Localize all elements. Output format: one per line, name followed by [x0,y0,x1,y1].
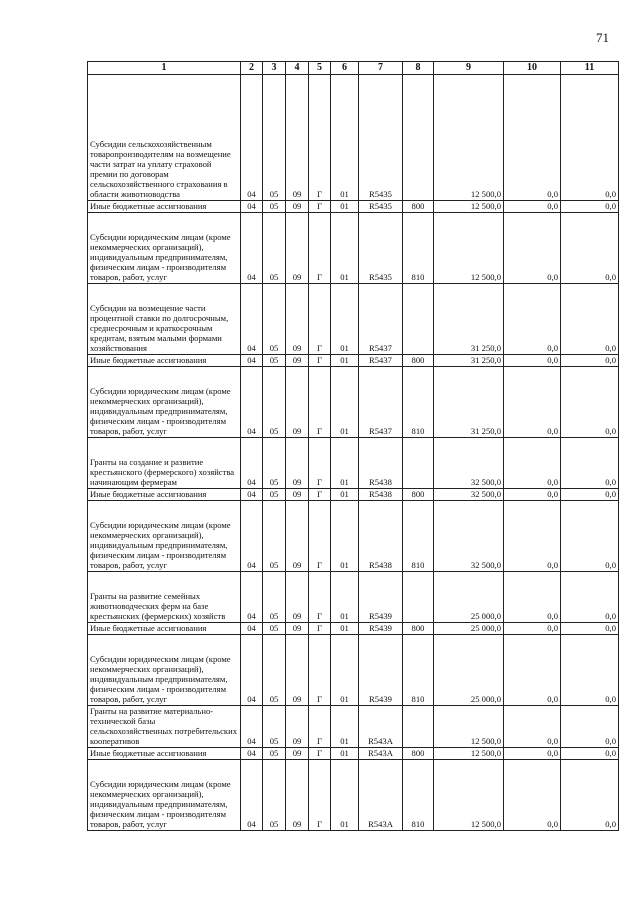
section-cell: 04 [241,760,263,831]
expense-type-cell: 810 [403,760,434,831]
amount-2-cell: 0,0 [504,284,561,355]
col-header: 3 [263,62,286,75]
expense-type-cell: 810 [403,501,434,572]
amount-cell: 31 250,0 [434,284,504,355]
target-article-cell: R5435 [359,201,403,213]
subprogram-cell: Г [309,489,331,501]
expense-type-cell [403,572,434,623]
amount-3-cell: 0,0 [561,635,619,706]
section-cell: 04 [241,501,263,572]
table-row [88,284,619,355]
header-row [88,62,619,75]
col-header: 8 [403,62,434,75]
target-article-cell: R5438 [359,501,403,572]
event-cell: 01 [331,284,359,355]
col-header: 7 [359,62,403,75]
subsection-cell: 05 [263,489,286,501]
target-article-cell: R5439 [359,635,403,706]
event-cell: 01 [331,623,359,635]
amount-2-cell: 0,0 [504,623,561,635]
table-row [88,760,619,831]
subsection-cell: 05 [263,438,286,489]
table-row [88,75,619,201]
target-article-cell: R5435 [359,75,403,201]
row-name-cell: Субсидии юридическим лицам (кроме некоммерческих организаций), индивидуальным предпринимателям, физическим лицам - производителям товаров, работ, услуг [88,501,241,572]
subprogram-cell: Г [309,760,331,831]
section-cell: 04 [241,572,263,623]
event-cell: 01 [331,75,359,201]
section-cell: 04 [241,489,263,501]
event-cell: 01 [331,201,359,213]
event-cell: 01 [331,635,359,706]
subprogram-cell: Г [309,213,331,284]
table-row [88,623,619,635]
event-cell: 01 [331,489,359,501]
amount-cell: 32 500,0 [434,438,504,489]
target-article-cell: R5439 [359,623,403,635]
budget-table [87,61,619,831]
amount-cell: 25 000,0 [434,572,504,623]
row-name-cell: Субсидии юридическим лицам (кроме некоммерческих организаций), индивидуальным предпринимателям, физическим лицам - производителям товаров, работ, услуг [88,760,241,831]
amount-2-cell: 0,0 [504,213,561,284]
subprogram-cell: Г [309,501,331,572]
subsection-cell: 05 [263,355,286,367]
row-name-cell: Гранты на развитие материально-технической базы сельскохозяйственных потребительских кооперативов [88,706,241,748]
section-cell: 04 [241,75,263,201]
expense-type-cell: 810 [403,635,434,706]
section-cell: 04 [241,355,263,367]
section-cell: 04 [241,213,263,284]
target-article-cell: R5438 [359,489,403,501]
subprogram-cell: Г [309,284,331,355]
event-cell: 01 [331,438,359,489]
target-article-cell: R5438 [359,438,403,489]
amount-3-cell: 0,0 [561,760,619,831]
subprogram-cell: Г [309,355,331,367]
program-cell: 09 [286,748,309,760]
section-cell: 04 [241,748,263,760]
target-article-cell: R5439 [359,572,403,623]
table-row [88,748,619,760]
table-row [88,572,619,623]
row-name-cell: Гранты на создание и развитие крестьянского (фермерского) хозяйства начинающим фермерам [88,438,241,489]
col-header: 5 [309,62,331,75]
table-body [88,75,619,831]
target-article-cell: R5437 [359,355,403,367]
subprogram-cell: Г [309,748,331,760]
amount-cell: 12 500,0 [434,748,504,760]
amount-2-cell: 0,0 [504,760,561,831]
amount-cell: 32 500,0 [434,489,504,501]
target-article-cell: R5437 [359,367,403,438]
amount-2-cell: 0,0 [504,489,561,501]
amount-3-cell: 0,0 [561,201,619,213]
program-cell: 09 [286,706,309,748]
program-cell: 09 [286,355,309,367]
table-row [88,367,619,438]
subprogram-cell: Г [309,75,331,201]
event-cell: 01 [331,501,359,572]
amount-3-cell: 0,0 [561,489,619,501]
expense-type-cell [403,706,434,748]
target-article-cell: R543А [359,748,403,760]
col-header: 6 [331,62,359,75]
row-name-cell: Иные бюджетные ассигнования [88,355,241,367]
expense-type-cell [403,438,434,489]
table-row [88,438,619,489]
section-cell: 04 [241,201,263,213]
subprogram-cell: Г [309,367,331,438]
expense-type-cell [403,284,434,355]
amount-cell: 25 000,0 [434,635,504,706]
subsection-cell: 05 [263,75,286,201]
row-name-cell: Иные бюджетные ассигнования [88,201,241,213]
event-cell: 01 [331,706,359,748]
row-name-cell: Субсидии юридическим лицам (кроме некоммерческих организаций), индивидуальным предпринимателям, физическим лицам - производителям товаров, работ, услуг [88,213,241,284]
target-article-cell: R543А [359,760,403,831]
program-cell: 09 [286,213,309,284]
table-row [88,213,619,284]
program-cell: 09 [286,284,309,355]
subsection-cell: 05 [263,623,286,635]
expense-type-cell: 800 [403,623,434,635]
amount-2-cell: 0,0 [504,572,561,623]
amount-3-cell: 0,0 [561,284,619,355]
subsection-cell: 05 [263,635,286,706]
row-name-cell: Иные бюджетные ассигнования [88,623,241,635]
program-cell: 09 [286,201,309,213]
program-cell: 09 [286,501,309,572]
section-cell: 04 [241,438,263,489]
subprogram-cell: Г [309,706,331,748]
program-cell: 09 [286,489,309,501]
row-name-cell: Субсидии юридическим лицам (кроме некоммерческих организаций), индивидуальным предпринимателям, физическим лицам - производителям товаров, работ, услуг [88,635,241,706]
amount-2-cell: 0,0 [504,438,561,489]
amount-3-cell: 0,0 [561,748,619,760]
row-name-cell: Субсидии сельскохозяйственным товаропроизводителям на возмещение части затрат на уплату страховой премии по договорам сельскохозяйственного страхования в области животноводства [88,75,241,201]
event-cell: 01 [331,355,359,367]
expense-type-cell: 810 [403,367,434,438]
amount-cell: 25 000,0 [434,623,504,635]
subprogram-cell: Г [309,572,331,623]
amount-cell: 12 500,0 [434,201,504,213]
subsection-cell: 05 [263,201,286,213]
expense-type-cell: 800 [403,355,434,367]
col-header: 2 [241,62,263,75]
col-header: 4 [286,62,309,75]
amount-cell: 12 500,0 [434,760,504,831]
amount-2-cell: 0,0 [504,201,561,213]
row-name-cell: Субсидии юридическим лицам (кроме некоммерческих организаций), индивидуальным предпринимателям, физическим лицам - производителям товаров, работ, услуг [88,367,241,438]
subprogram-cell: Г [309,438,331,489]
section-cell: 04 [241,635,263,706]
col-header: 1 [88,62,241,75]
program-cell: 09 [286,760,309,831]
amount-3-cell: 0,0 [561,75,619,201]
event-cell: 01 [331,213,359,284]
amount-2-cell: 0,0 [504,75,561,201]
subsection-cell: 05 [263,284,286,355]
amount-2-cell: 0,0 [504,706,561,748]
row-name-cell: Иные бюджетные ассигнования [88,748,241,760]
amount-3-cell: 0,0 [561,623,619,635]
target-article-cell: R5435 [359,213,403,284]
section-cell: 04 [241,284,263,355]
row-name-cell: Гранты на развитие семейных животноводческих ферм на базе крестьянских (фермерских) хозяйств [88,572,241,623]
row-name-cell: Иные бюджетные ассигнования [88,489,241,501]
program-cell: 09 [286,623,309,635]
section-cell: 04 [241,367,263,438]
col-header: 11 [561,62,619,75]
amount-3-cell: 0,0 [561,438,619,489]
table-row [88,489,619,501]
table-row [88,201,619,213]
amount-cell: 32 500,0 [434,501,504,572]
amount-3-cell: 0,0 [561,706,619,748]
amount-2-cell: 0,0 [504,501,561,572]
subprogram-cell: Г [309,201,331,213]
expense-type-cell: 810 [403,213,434,284]
program-cell: 09 [286,635,309,706]
subsection-cell: 05 [263,213,286,284]
amount-cell: 12 500,0 [434,75,504,201]
event-cell: 01 [331,760,359,831]
table-row [88,501,619,572]
program-cell: 09 [286,572,309,623]
row-name-cell: Субсидии на возмещение части процентной ставки по долгосрочным, среднесрочным и краткосрочным кредитам, взятым малыми формами хозяйствования [88,284,241,355]
subsection-cell: 05 [263,760,286,831]
expense-type-cell [403,75,434,201]
amount-3-cell: 0,0 [561,572,619,623]
amount-2-cell: 0,0 [504,355,561,367]
section-cell: 04 [241,706,263,748]
subprogram-cell: Г [309,635,331,706]
col-header: 10 [504,62,561,75]
col-header: 9 [434,62,504,75]
subprogram-cell: Г [309,623,331,635]
amount-2-cell: 0,0 [504,367,561,438]
amount-2-cell: 0,0 [504,748,561,760]
target-article-cell: R543А [359,706,403,748]
amount-3-cell: 0,0 [561,213,619,284]
section-cell: 04 [241,623,263,635]
subsection-cell: 05 [263,572,286,623]
amount-3-cell: 0,0 [561,355,619,367]
amount-cell: 12 500,0 [434,213,504,284]
expense-type-cell: 800 [403,201,434,213]
event-cell: 01 [331,367,359,438]
event-cell: 01 [331,748,359,760]
subsection-cell: 05 [263,501,286,572]
expense-type-cell: 800 [403,748,434,760]
table-row [88,706,619,748]
page-number: 71 [596,30,609,45]
table-row [88,355,619,367]
amount-3-cell: 0,0 [561,501,619,572]
program-cell: 09 [286,367,309,438]
subsection-cell: 05 [263,367,286,438]
expense-type-cell: 800 [403,489,434,501]
amount-cell: 31 250,0 [434,367,504,438]
program-cell: 09 [286,75,309,201]
event-cell: 01 [331,572,359,623]
program-cell: 09 [286,438,309,489]
table-row [88,635,619,706]
amount-cell: 12 500,0 [434,706,504,748]
amount-3-cell: 0,0 [561,367,619,438]
subsection-cell: 05 [263,748,286,760]
amount-2-cell: 0,0 [504,635,561,706]
subsection-cell: 05 [263,706,286,748]
target-article-cell: R5437 [359,284,403,355]
amount-cell: 31 250,0 [434,355,504,367]
